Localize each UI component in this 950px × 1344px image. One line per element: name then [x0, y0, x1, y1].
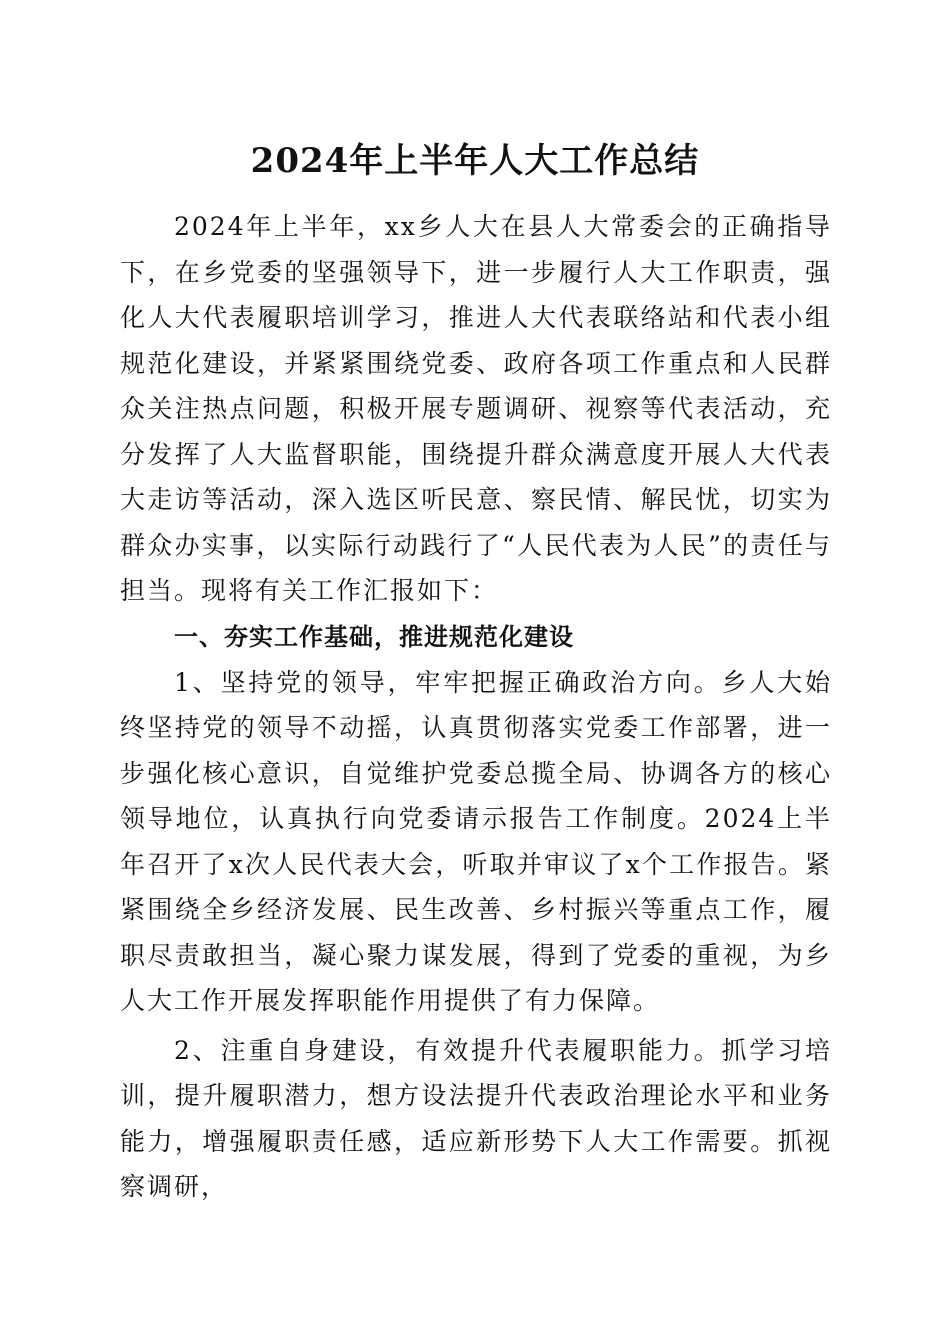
paragraph-1: 1、坚持党的领导，牢牢把握正确政治方向。乡人大始终坚持党的领导不动摇，认真贯彻落实党委工作部署，进一步强化核心意识，自觉维护党委总揽全局、协调各方的核心领导地位，认真执行向党委请示报告工作制度。2024上半年召开了x次人民代表大会，听取并审议了x个工作报告。紧紧围绕全乡经济发展、民生改善、乡村振兴等重点工作，履职尽责敢担当，凝心聚力谋发展，得到了党委的重视，为乡人大工作开展发挥职能作用提供了有力保障。 [120, 667, 832, 1015]
document-body [120, 204, 832, 1210]
section-heading-1: 一、夯实工作基础，推进规范化建设 [174, 622, 574, 651]
intro-paragraph: 2024年上半年，xx乡人大在县人大常委会的正确指导下，在乡党委的坚强领导下，进一步履行人大工作职责，强化人大代表履职培训学习，推进人大代表联络站和代表小组规范化建设，并紧紧围绕党委、政府各项工作重点和人民群众关注热点问题，积极开展专题调研、视察等代表活动，充分发挥了人大监督职能，围绕提升群众满意度开展人大代表大走访等活动，深入选区听民意、察民情、解民忧，切实为群众办实事，以实际行动践行了“人民代表为人民”的责任与担当。现将有关工作汇报如下： [120, 212, 832, 605]
paragraph-2: 2、注重自身建设，有效提升代表履职能力。抓学习培训，提升履职潜力，想方设法提升代表政治理论水平和业务能力，增强履职责任感，适应新形势下人大工作需要。抓视察调研， [120, 1035, 832, 1201]
document-title: 2024年上半年人大工作总结 [250, 141, 700, 181]
